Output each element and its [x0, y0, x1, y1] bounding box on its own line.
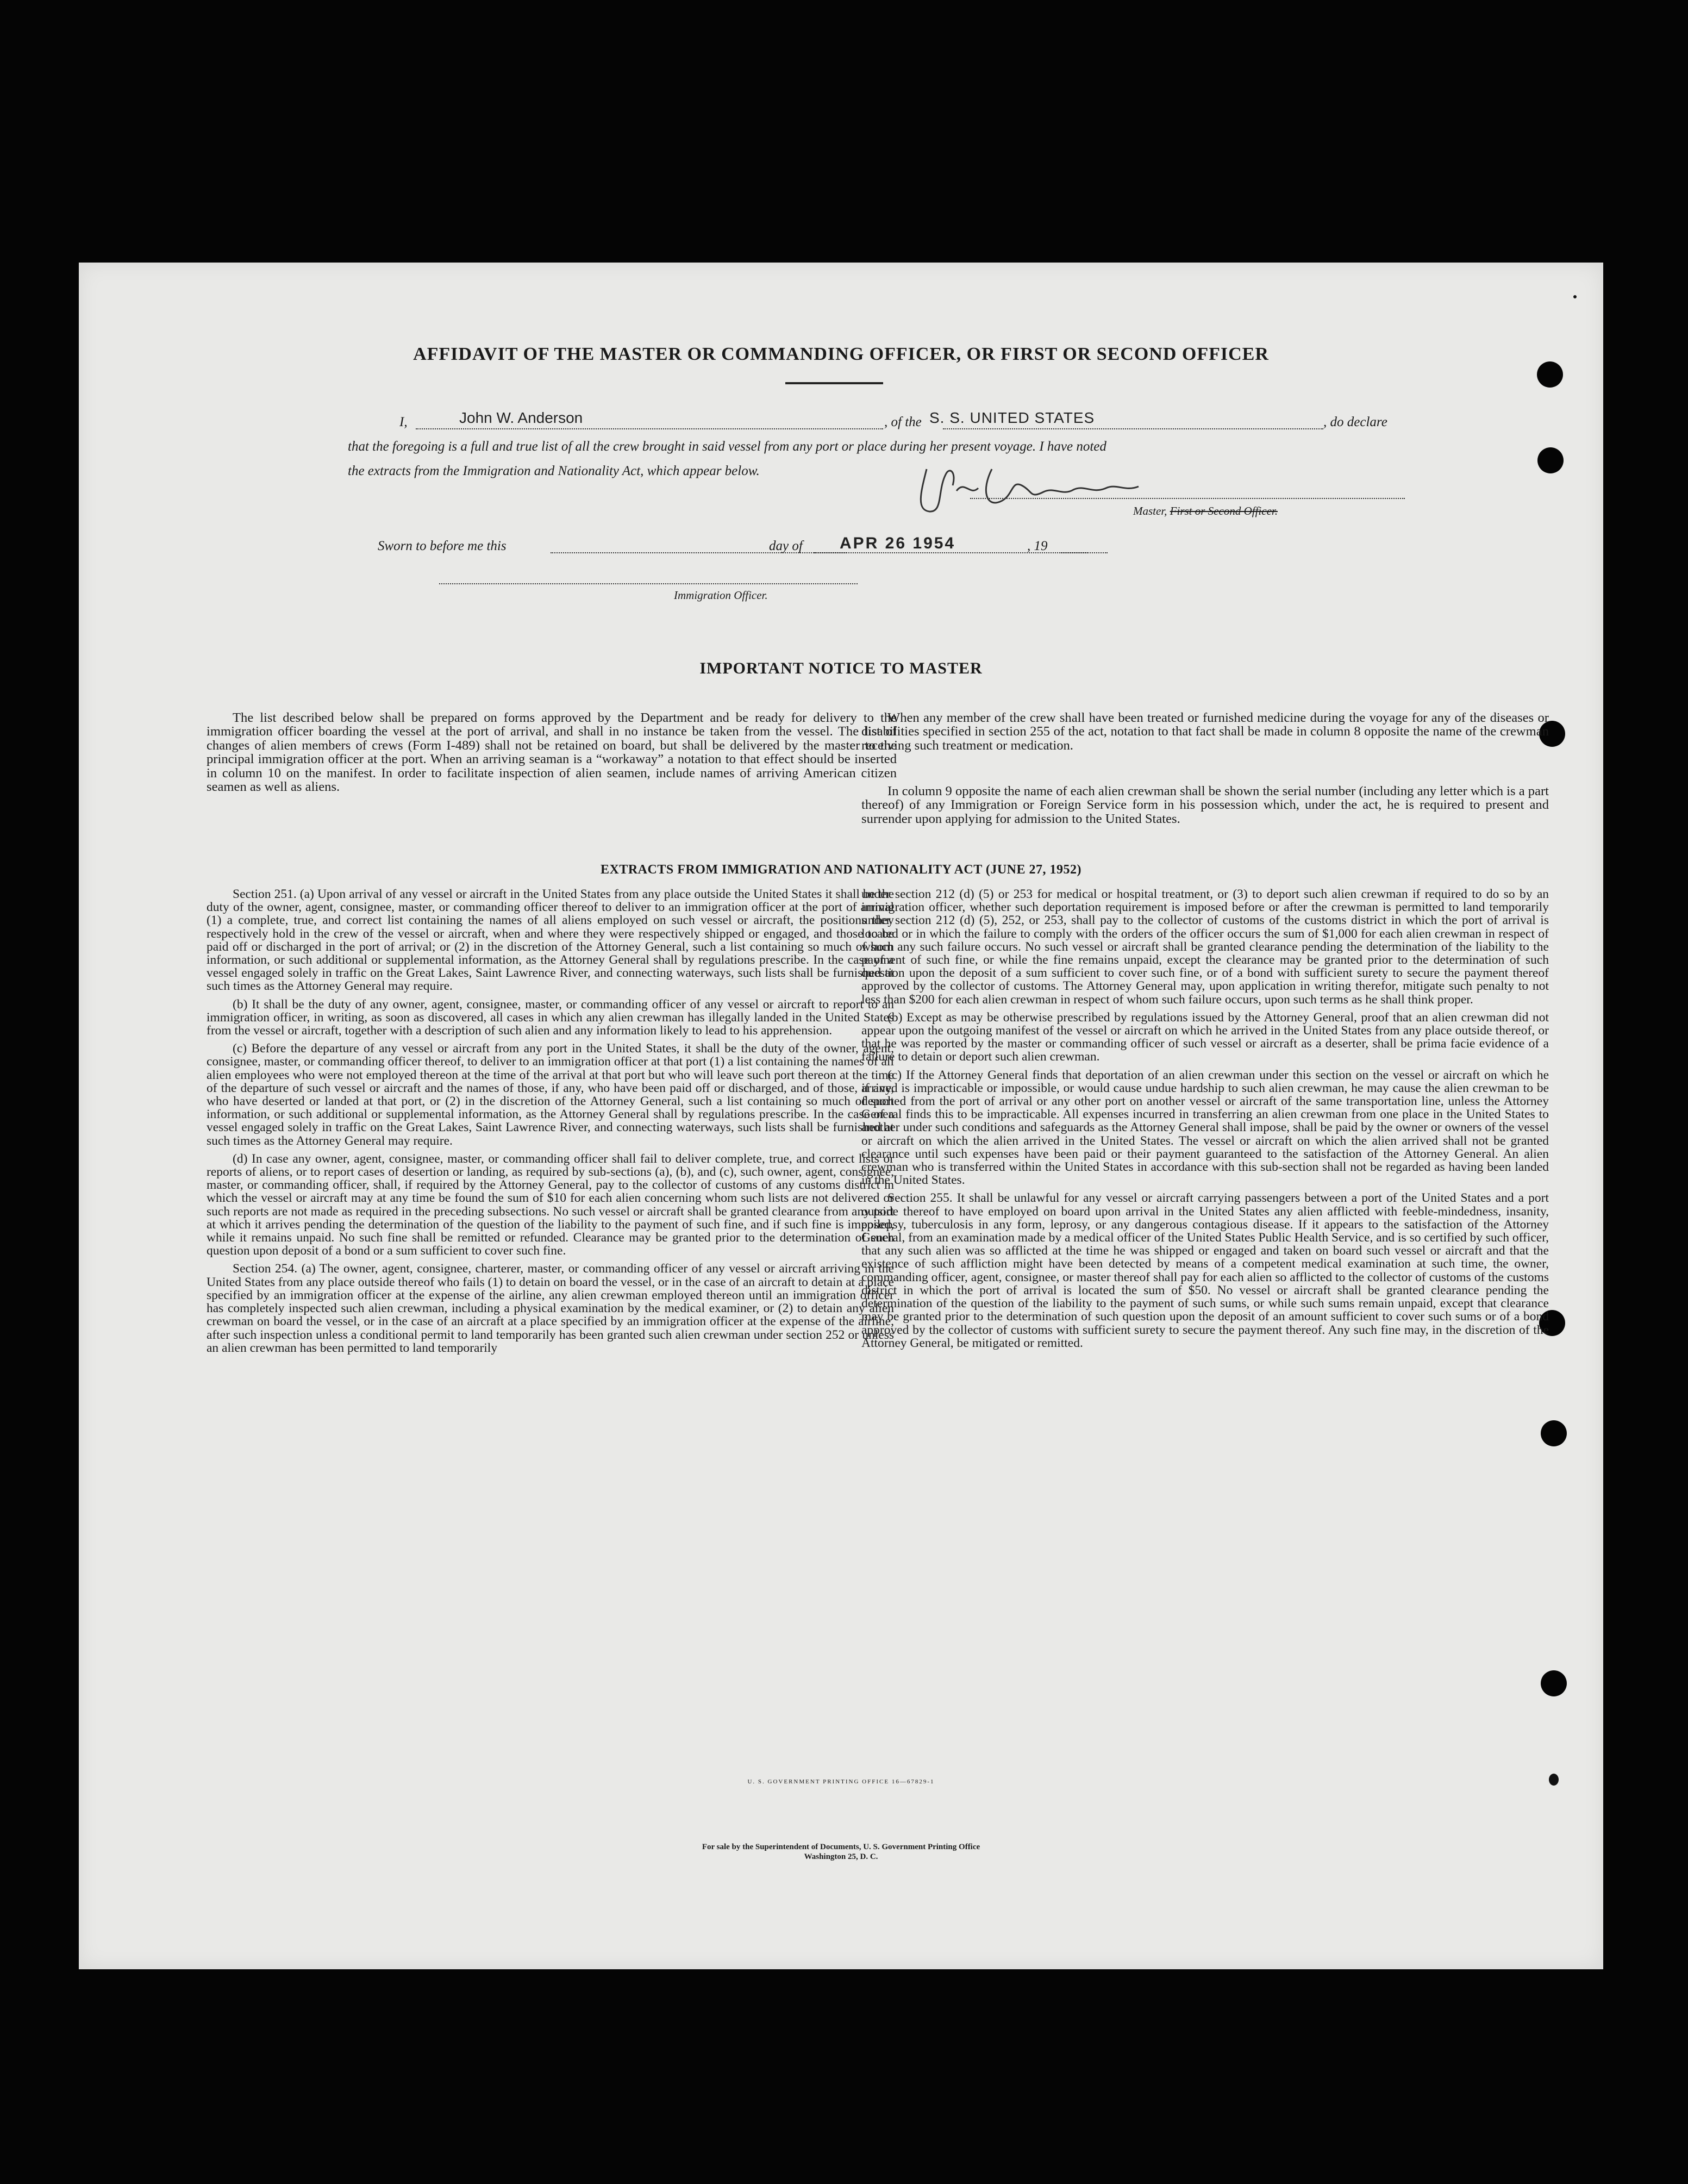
affidavit-title: AFFIDAVIT OF THE MASTER OR COMMANDING OFFICER, OR FIRST OR SECOND OFFICER: [413, 344, 1269, 364]
punch-hole-1: [1537, 361, 1563, 388]
day-of-label: day of: [769, 539, 803, 553]
do-declare-label: , do declare: [1323, 415, 1387, 429]
section-255: Section 255. It shall be unlawful for any vessel or aircraft carrying passengers between a port of the United States and a port outside thereof to have employed on board upon arrival in the United States any alien afflicted with feeble-mindedness, insanity, epilepsy, tuberculosis in any form, leprosy, or any dangerous contagious disease. If it appears to the satisfaction of the Attorney General, from an examination made by a medical officer of the United States Public Health Service, and is so certified by such officer, that any such alien was so afflicted at the time he was shipped or engaged and taken on board such vessel or aircraft and that the existence of such affliction might have been detected by means of a competent medical examination at such time, the owner, commanding officer, agent, consignee, or master thereof shall pay for each alien so afflicted to the collector of customs of the customs district in which the port of arrival is located the sum of $50. No vessel or aircraft shall be granted clearance pending the determination of the question of the liability to the payment of such sums, or while such sums remain unpaid, except that clearance may be granted prior to the determination of such question upon the deposit of an amount sufficient to cover such sums or of a bond approved by the collector of customs with sufficient surety to secure the payment thereof. Any such fine may, in the discretion of the Attorney General, be mitigated or remitted.: [861, 1191, 1549, 1350]
sworn-label: Sworn to before me this: [378, 539, 507, 553]
section-251-a: Section 251. (a) Upon arrival of any vessel or aircraft in the United States from any place outside the United States it shall be the duty of the owner, agent, consignee, master, or commanding officer thereof to deliver to an immigration officer at the port of arrival (1) a complete, true, and correct list containing the names of all aliens employed on such vessel or aircraft, the positions they respectively hold in the crew of the vessel or aircraft, when and where they were respectively shipped or engaged, and those to be paid off or discharged in the port of arrival; or (2) in the discretion of the Attorney General, such a list containing so much of such information, or such additional or supplemental information, as the Attorney General shall by regulations prescribe. In the case of a vessel engaged solely in traffic on the Great Lakes, Saint Lawrence River, and connecting waterways, such lists shall be furnished at such times as the Attorney General may require.: [207, 887, 894, 994]
sale-line-1: For sale by the Superintendent of Documents, U. S. Government Printing Office: [702, 1843, 980, 1851]
year-line: [1061, 552, 1088, 553]
master-signature-line: [970, 498, 1405, 499]
declaration-line-1: that the foregoing is a full and true list of all the crew brought in said vessel from any port or place during her present voyage. I have noted: [348, 439, 1106, 454]
sale-line-2: Washington 25, D. C.: [804, 1852, 878, 1861]
section-254-b: (b) Except as may be otherwise prescribed by regulations issued by the Attorney General, proof that an alien crewman did not appear upon the outgoing manifest of the vessel or aircraft on which he arrived in the United States from any place outside thereof, or that he was reported by the master or commanding officer of such vessel or aircraft as a deserter, shall be prima facie evidence of a failure to detain or deport such alien crewman.: [861, 1010, 1549, 1064]
form-page: [79, 263, 1603, 1969]
of-the-label: , of the: [884, 415, 922, 429]
punch-hole-6: [1541, 1670, 1567, 1696]
notice-right-paragraph-2: In column 9 opposite the name of each alien crewman shall be shown the serial number (including any letter which is a part thereof) of any Immigration or Foreign Service form in his possession which, under the act, he is required to present and surrender upon applying for admission to the United States.: [861, 784, 1549, 826]
section-251-b: (b) It shall be the duty of any owner, agent, consignee, master, or commanding officer of any vessel or aircraft to report to an immigration officer, in writing, as soon as discovered, all cases in which any alien crewman has illegally landed in the United States from the vessel or aircraft, together with a description of such alien and any information likely to lead to his apprehension.: [207, 997, 894, 1038]
vessel-name: S. S. UNITED STATES: [929, 409, 1095, 426]
i-label: I,: [399, 415, 408, 429]
master-label: [1133, 504, 1278, 518]
notice-left-paragraph: The list described below shall be prepared on forms approved by the Department and be ready for delivery to the immigration officer boarding the vessel at the port of arrival, and shall in no instance be taken from the vessel. The list of changes of alien members of crews (Form I-489) shall not be retained on board, but shall be delivered by the master to the principal immigration officer at the port. When an arriving seaman is a “workaway” a notation to that effect should be inserted in column 10 on the manifest. In order to facilitate inspection of alien seamen, include names of arriving American citizen seamen as well as aliens.: [207, 710, 897, 795]
extracts-title: EXTRACTS FROM IMMIGRATION AND NATIONALITY ACT (JUNE 27, 1952): [601, 863, 1081, 877]
scan-speck: [1573, 295, 1577, 298]
section-254-a-continued: under section 212 (d) (5) or 253 for medical or hospital treatment, or (3) to deport such alien crewman if required to do so by an immigration officer, whether such deportation requirement is imposed before or after the crewman is permitted to land temporarily under section 212 (d) (5), 252, or 253, shall pay to the collector of customs of the customs district in which the port of arrival is located or in which the failure to comply with the orders of the officer occurs the sum of $1,000 for each alien crewman in respect of whom any such failure occurs. No such vessel or aircraft shall be granted clearance pending the determination of the liability to the payment of such fine, or while the fine remains unpaid, except the clearance may be granted prior to the determination of such question upon the deposit of a sum sufficient to cover such fine, or of a bond with sufficient surety to secure the payment thereof approved by the collector of customs. The Attorney General may, upon application in writing therefor, mitigate such penalty to not less than $200 for each alien crewman in respect of whom such failure occurs, upon such terms as he shall think proper.: [861, 887, 1549, 1007]
section-251-c: (c) Before the departure of any vessel or aircraft from any port in the United States, it shall be the duty of the owner, agent, consignee, master, or commanding officer thereof, to deliver to an immigration officer at that port (1) a list containing the names of all alien employees who were not employed thereon at the time of the arrival at that port but who will leave such port thereon at the time of the departure of such vessel or aircraft and the names of those, if any, who have been paid off or discharged, and of those, if any, who have deserted or landed at that port, or (2) in the discretion of the Attorney General, such a list containing so much of such information, or such additional or supplemental information, as the Attorney General shall by regulations prescribe. In the case of a vessel engaged solely in traffic on the Great Lakes, Saint Lawrence River, and connecting waterways, such lists shall be furnished at such times as the Attorney General may require.: [207, 1041, 894, 1148]
immigration-officer-line: [439, 583, 858, 584]
struck-officer-title: First or Second Officer.: [1170, 504, 1278, 517]
section-254-a: Section 254. (a) The owner, agent, consignee, charterer, master, or commanding officer of any vessel or aircraft arriving in the United States from any place outside thereof who fails (1) to detain on board the vessel, or in the case of an aircraft to detain at a place specified by an immigration officer at the expense of the airline, any alien crewman employed thereon until an immigration officer has completely inspected such alien crewman, including a physical examination by the medical examiner, or (2) to detain any alien crewman on board the vessel, or in the case of an aircraft at a place specified by an immigration officer at the expense of the airline, after such inspection unless a conditional permit to land temporarily has been granted such alien crewman under section 252 or unless an alien crewman has been permitted to land temporarily: [207, 1262, 894, 1355]
printing-office-imprint: U. S. GOVERNMENT PRINTING OFFICE 16—67829-1: [747, 1779, 935, 1785]
name-line: [416, 428, 883, 429]
extracts-left-column: [207, 888, 894, 1359]
master-title: Master,: [1133, 504, 1167, 517]
immigration-officer-label: Immigration Officer.: [674, 589, 768, 602]
year-label: , 19: [1027, 539, 1048, 553]
title-rule: [785, 382, 883, 384]
section-251-d: (d) In case any owner, agent, consignee, master, or commanding officer shall fail to deliver complete, true, and correct lists or reports of aliens, or to report cases of desertion or landing, as required by sub-sections (a), (b), and (c), such owner, agent, consignee, master, or commanding officer, shall, if required by the Attorney General, pay to the collector of customs of any customs district in which the vessel or aircraft may at any time be found the sum of $10 for each alien concerning whom such lists are not delivered or such reports are not made as required in the preceding subsections. No such vessel or aircraft shall be granted clearance from any port at which it arrives pending the determination of the question of the liability to the payment of such fine, and if such fine is imposed, while it remains unpaid. No such fine shall be remitted or refunded. Clearance may be granted prior to the determination of such question upon deposit of a bond or a sum sufficient to cover such fine.: [207, 1151, 894, 1258]
date-stamp: APR 26 1954: [840, 534, 956, 552]
declarant-name: John W. Anderson: [459, 409, 583, 426]
vessel-line: [943, 428, 1323, 429]
declaration-line-2: the extracts from the Immigration and Nationality Act, which appear below.: [348, 464, 760, 478]
notice-right-paragraph-1: When any member of the crew shall have been treated or furnished medicine during the voyage for any of the diseases or disabilities specified in section 255 of the act, notation to that fact shall be made in column 8 opposite the name of the crewman receiving such treatment or medication.: [861, 710, 1549, 753]
sale-notice: [79, 1842, 1603, 1862]
section-254-c: (c) If the Attorney General finds that deportation of an alien crewman under this section on the vessel or aircraft on which he arrived is impracticable or impossible, or would cause undue hardship to such alien crewman, he may cause the alien crewman to be deported from the port of arrival or any other port on another vessel or aircraft of the same transportation line, unless the Attorney General finds this to be impracticable. All expenses incurred in transferring an alien crewman from one place in the United States to another under such conditions and safeguards as the Attorney General shall impose, shall be paid by the owner or owners of the vessel or aircraft on which the alien arrived in the United States. The vessel or aircraft on which the alien arrived shall not be granted clearance until such expenses have been paid or their payment guaranteed to the satisfaction of the Attorney General. An alien crewman who is transferred within the United States in accordance with this sub-section shall not be regarded as having been landed in the United States.: [861, 1068, 1549, 1188]
notice-title: IMPORTANT NOTICE TO MASTER: [699, 659, 983, 677]
punch-hole-2: [1537, 447, 1564, 473]
punch-hole-5: [1541, 1420, 1567, 1446]
extracts-right-column: [861, 888, 1549, 1355]
